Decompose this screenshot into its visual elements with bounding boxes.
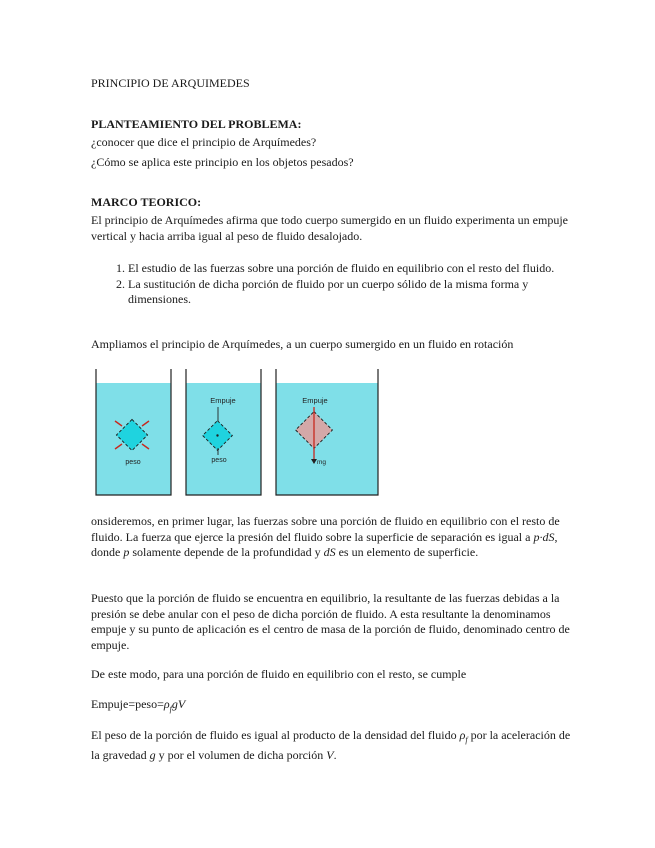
panel-fluid-portion bbox=[96, 369, 171, 495]
weight-label: mg bbox=[317, 459, 327, 466]
paragraph-weight-definition bbox=[91, 728, 571, 763]
heading-marco-teorico: MARCO TEORICO: bbox=[91, 195, 202, 209]
paragraph-text: es un elemento de superficie. bbox=[335, 545, 479, 559]
list-item: 1. El estudio de las fuerzas sobre una porción de fluido en equilibrio con el resto del fluido. bbox=[128, 261, 571, 277]
question-1: ¿conocer que dice el principio de Arquímedes? bbox=[91, 135, 317, 149]
paragraph-text: por la aceleración de la gravedad bbox=[91, 728, 571, 762]
buoyancy-label: Empuje bbox=[302, 396, 328, 405]
paragraph-text: y por el volumen de dicha porción bbox=[155, 747, 327, 762]
formula-buoyancy bbox=[91, 697, 571, 717]
math-subscript-f: f bbox=[169, 704, 172, 714]
math-g: g bbox=[149, 747, 156, 762]
buoyancy-label: Empuje bbox=[210, 396, 236, 405]
math-p-dS: p·dS bbox=[533, 529, 555, 544]
formula-text: Empuje=peso= bbox=[91, 697, 164, 711]
extension-paragraph: Ampliamos el principio de Arquímedes, a un cuerpo sumergido en un fluido en rotación bbox=[91, 337, 514, 351]
doc-title: PRINCIPIO DE ARQUIMEDES bbox=[91, 76, 250, 90]
heading-planteamiento: PLANTEAMIENTO DEL PROBLEMA: bbox=[91, 117, 302, 131]
paragraph-text: solamente depende de la profundidad y bbox=[129, 545, 324, 559]
math-p: p bbox=[123, 545, 130, 559]
paragraph-equilibrium: Puesto que la porción de fluido se encuentra en equilibrio, la resultante de las fuerzas debidas a la presión se debe anular con el peso de dicha porción de fluido. A esta resultante la denominamos empuje y su punto de aplicación es el centro de masa de la porción de fluido, denominado centro de empuje. bbox=[91, 591, 570, 652]
math-rho: ρ bbox=[163, 697, 170, 711]
paragraph-condition: De este modo, para una porción de fluido en equilibrio con el resto, se cumple bbox=[91, 667, 467, 681]
paragraph-text: El peso de la porción de fluido es igual al producto de la densidad del fluido bbox=[91, 728, 460, 742]
math-gV: gV bbox=[171, 697, 186, 711]
paragraph-pressure-forces bbox=[91, 514, 571, 561]
paragraph-text: . bbox=[333, 747, 337, 762]
paragraph-text: , donde bbox=[91, 529, 558, 559]
paragraph-text: onsideremos, en primer lugar, las fuerzas sobre una porción de fluido en equilibrio con el resto de fluido. La fuerza que ejerce la presión del fluido sobre la superficie de separación es igual a bbox=[91, 514, 560, 544]
question-2: ¿Cómo se aplica este principio en los objetos pesados? bbox=[91, 155, 354, 169]
center-of-buoyancy bbox=[216, 434, 218, 436]
math-rho: ρ bbox=[459, 728, 466, 742]
panel-solid-body bbox=[276, 369, 378, 495]
weight-label: peso bbox=[125, 459, 141, 466]
list-item: 2. La sustitución de dicha porción de fluido por un cuerpo sólido de la misma forma y dimensiones. bbox=[128, 277, 571, 308]
intro-paragraph: El principio de Arquímedes afirma que todo cuerpo sumergido en un fluido experimenta un empuje vertical y hacia arriba igual al peso de fluido desalojado. bbox=[91, 213, 568, 243]
archimedes-figure bbox=[91, 369, 381, 496]
weight-label: peso bbox=[211, 457, 227, 464]
math-dS: dS bbox=[323, 545, 336, 559]
math-V: V bbox=[326, 747, 334, 762]
theory-list bbox=[91, 261, 571, 308]
math-subscript-f: f bbox=[465, 735, 468, 745]
panel-resultant-forces bbox=[186, 369, 261, 495]
